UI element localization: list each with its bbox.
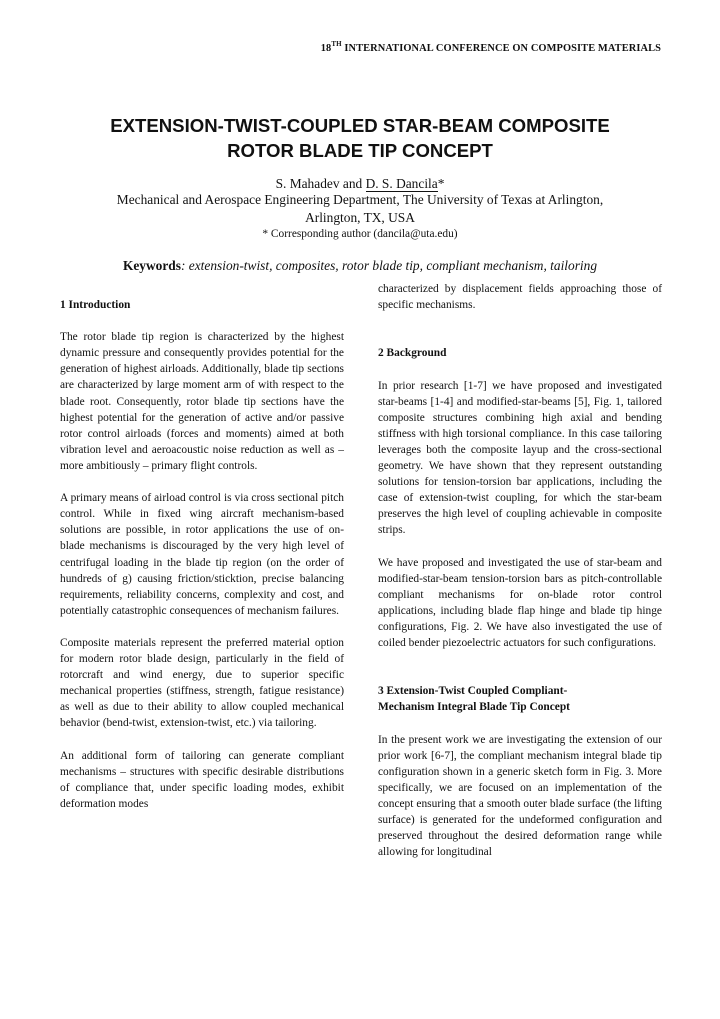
running-header-number: 18 — [320, 43, 332, 54]
affiliation-line-1: Mechanical and Aerospace Engineering Department, The University of Texas at Arlington, — [116, 192, 604, 207]
paper-title — [60, 113, 660, 163]
section-heading-concept — [378, 683, 662, 715]
keywords-line — [60, 257, 660, 275]
paragraph: In prior research [1-7] we have proposed and investigated star-beams [1-4] and modified-star-beams [5], Fig. 1, tailored composite structures combining high axial and bending stiffness with high torsional compliance. In this case tailoring leverages both the composite layup and the cross-sectional geometry. We have shown that they represent outstanding solutions for tension-torsion bar applications, including the case of extension-twist coupling, for which the star-beam preserves the high level of coupling achievable in composite strips. — [378, 379, 662, 537]
keywords-value: : extension-twist, composites, rotor blade tip, compliant mechanism, tailoring — [180, 258, 598, 273]
running-header — [321, 40, 661, 54]
section-heading-line-1: 3 Extension-Twist Coupled Compliant- — [378, 685, 568, 698]
keywords-label: Keywords — [122, 258, 181, 273]
running-header-text: INTERNATIONAL CONFERENCE ON COMPOSITE MATERIALS — [341, 43, 661, 54]
running-header-superscript: TH — [331, 40, 342, 48]
section-heading-introduction: 1 Introduction — [60, 299, 131, 311]
affiliation — [60, 191, 660, 227]
paragraph: characterized by displacement fields approaching those of specific mechanisms. — [378, 283, 662, 312]
title-line-2: ROTOR BLADE TIP CONCEPT — [227, 140, 493, 161]
paragraph: In the present work we are investigating the extension of our prior work [6-7], the compliant mechanism integral blade tip configuration shown in a generic sketch form in Fig. 3. More specifically, we are focused on an implementation of the concept ensuring that a smooth outer blade surface (the lifting surface) is generated for the undeformed configuration and preserved throughout the desired deformation range while allowing for longitudinal — [378, 733, 662, 859]
affiliation-line-2: Arlington, TX, USA — [305, 210, 415, 225]
left-column — [60, 297, 344, 812]
paragraph: Composite materials represent the preferred material option for modern rotor blade design, particularly in the field of rotorcraft and wind energy, due to superior specific mechanical properties (stiffness, strength, fatigue resistance) as well as due to their ability to allow coupled mechanical behavior (bend-twist, extension-twist, etc.) via tailoring. — [60, 636, 344, 730]
section-heading-line-2: Mechanism Integral Blade Tip Concept — [378, 701, 570, 714]
paragraph: A primary means of airload control is via cross sectional pitch control. While in fixed wing aircraft mechanism-based solutions are possible, in rotor applications the use of on-blade mechanisms is discouraged by the very high level of centrifugal loading in the blade tip region (on the order of hundreds of g) causing friction/sticktion, precise balancing requirements, reliability concerns, complexity and cost, and potentially catastrophic consequences of mechanism failures. — [60, 492, 344, 617]
section-heading-background: 2 Background — [378, 347, 447, 360]
right-column — [378, 281, 662, 860]
corresponding-author-note: * Corresponding author (dancila@uta.edu) — [262, 228, 458, 240]
author-2: D. S. Dancila — [365, 176, 438, 191]
author-1: S. Mahadev and — [275, 176, 366, 191]
corresponding-mark: * — [437, 176, 445, 191]
title-line-1: EXTENSION-TWIST-COUPLED STAR-BEAM COMPOSITE — [110, 115, 610, 136]
paragraph: We have proposed and investigated the use of star-beam and modified-star-beam tension-torsion bars as pitch-controllable compliant mechanisms for on-blade rotor control applications, including blade flap hinge and blade tip hinge configurations, Fig. 2. We have also investigated the use of coiled bender piezoelectric actuators for such configurations. — [378, 556, 662, 650]
paragraph: An additional form of tailoring can generate compliant mechanisms – structures with specific desirable distributions of compliance that, under specific loading modes, exhibit deformation modes — [60, 749, 344, 810]
paragraph: The rotor blade tip region is characterized by the highest dynamic pressure and consequently provides potential for the generation of highest airloads. Additionally, blade tip sections are characterized by large moment arm of with respect to the blade root. Consequently, rotor blade tip sections have the highest potential for the generation of active and/or passive rotor control airloads (forces and moments) aimed at both vibration level and aeroacoustic noise reduction as well as – more ambitiously – primary flight controls. — [60, 331, 344, 472]
